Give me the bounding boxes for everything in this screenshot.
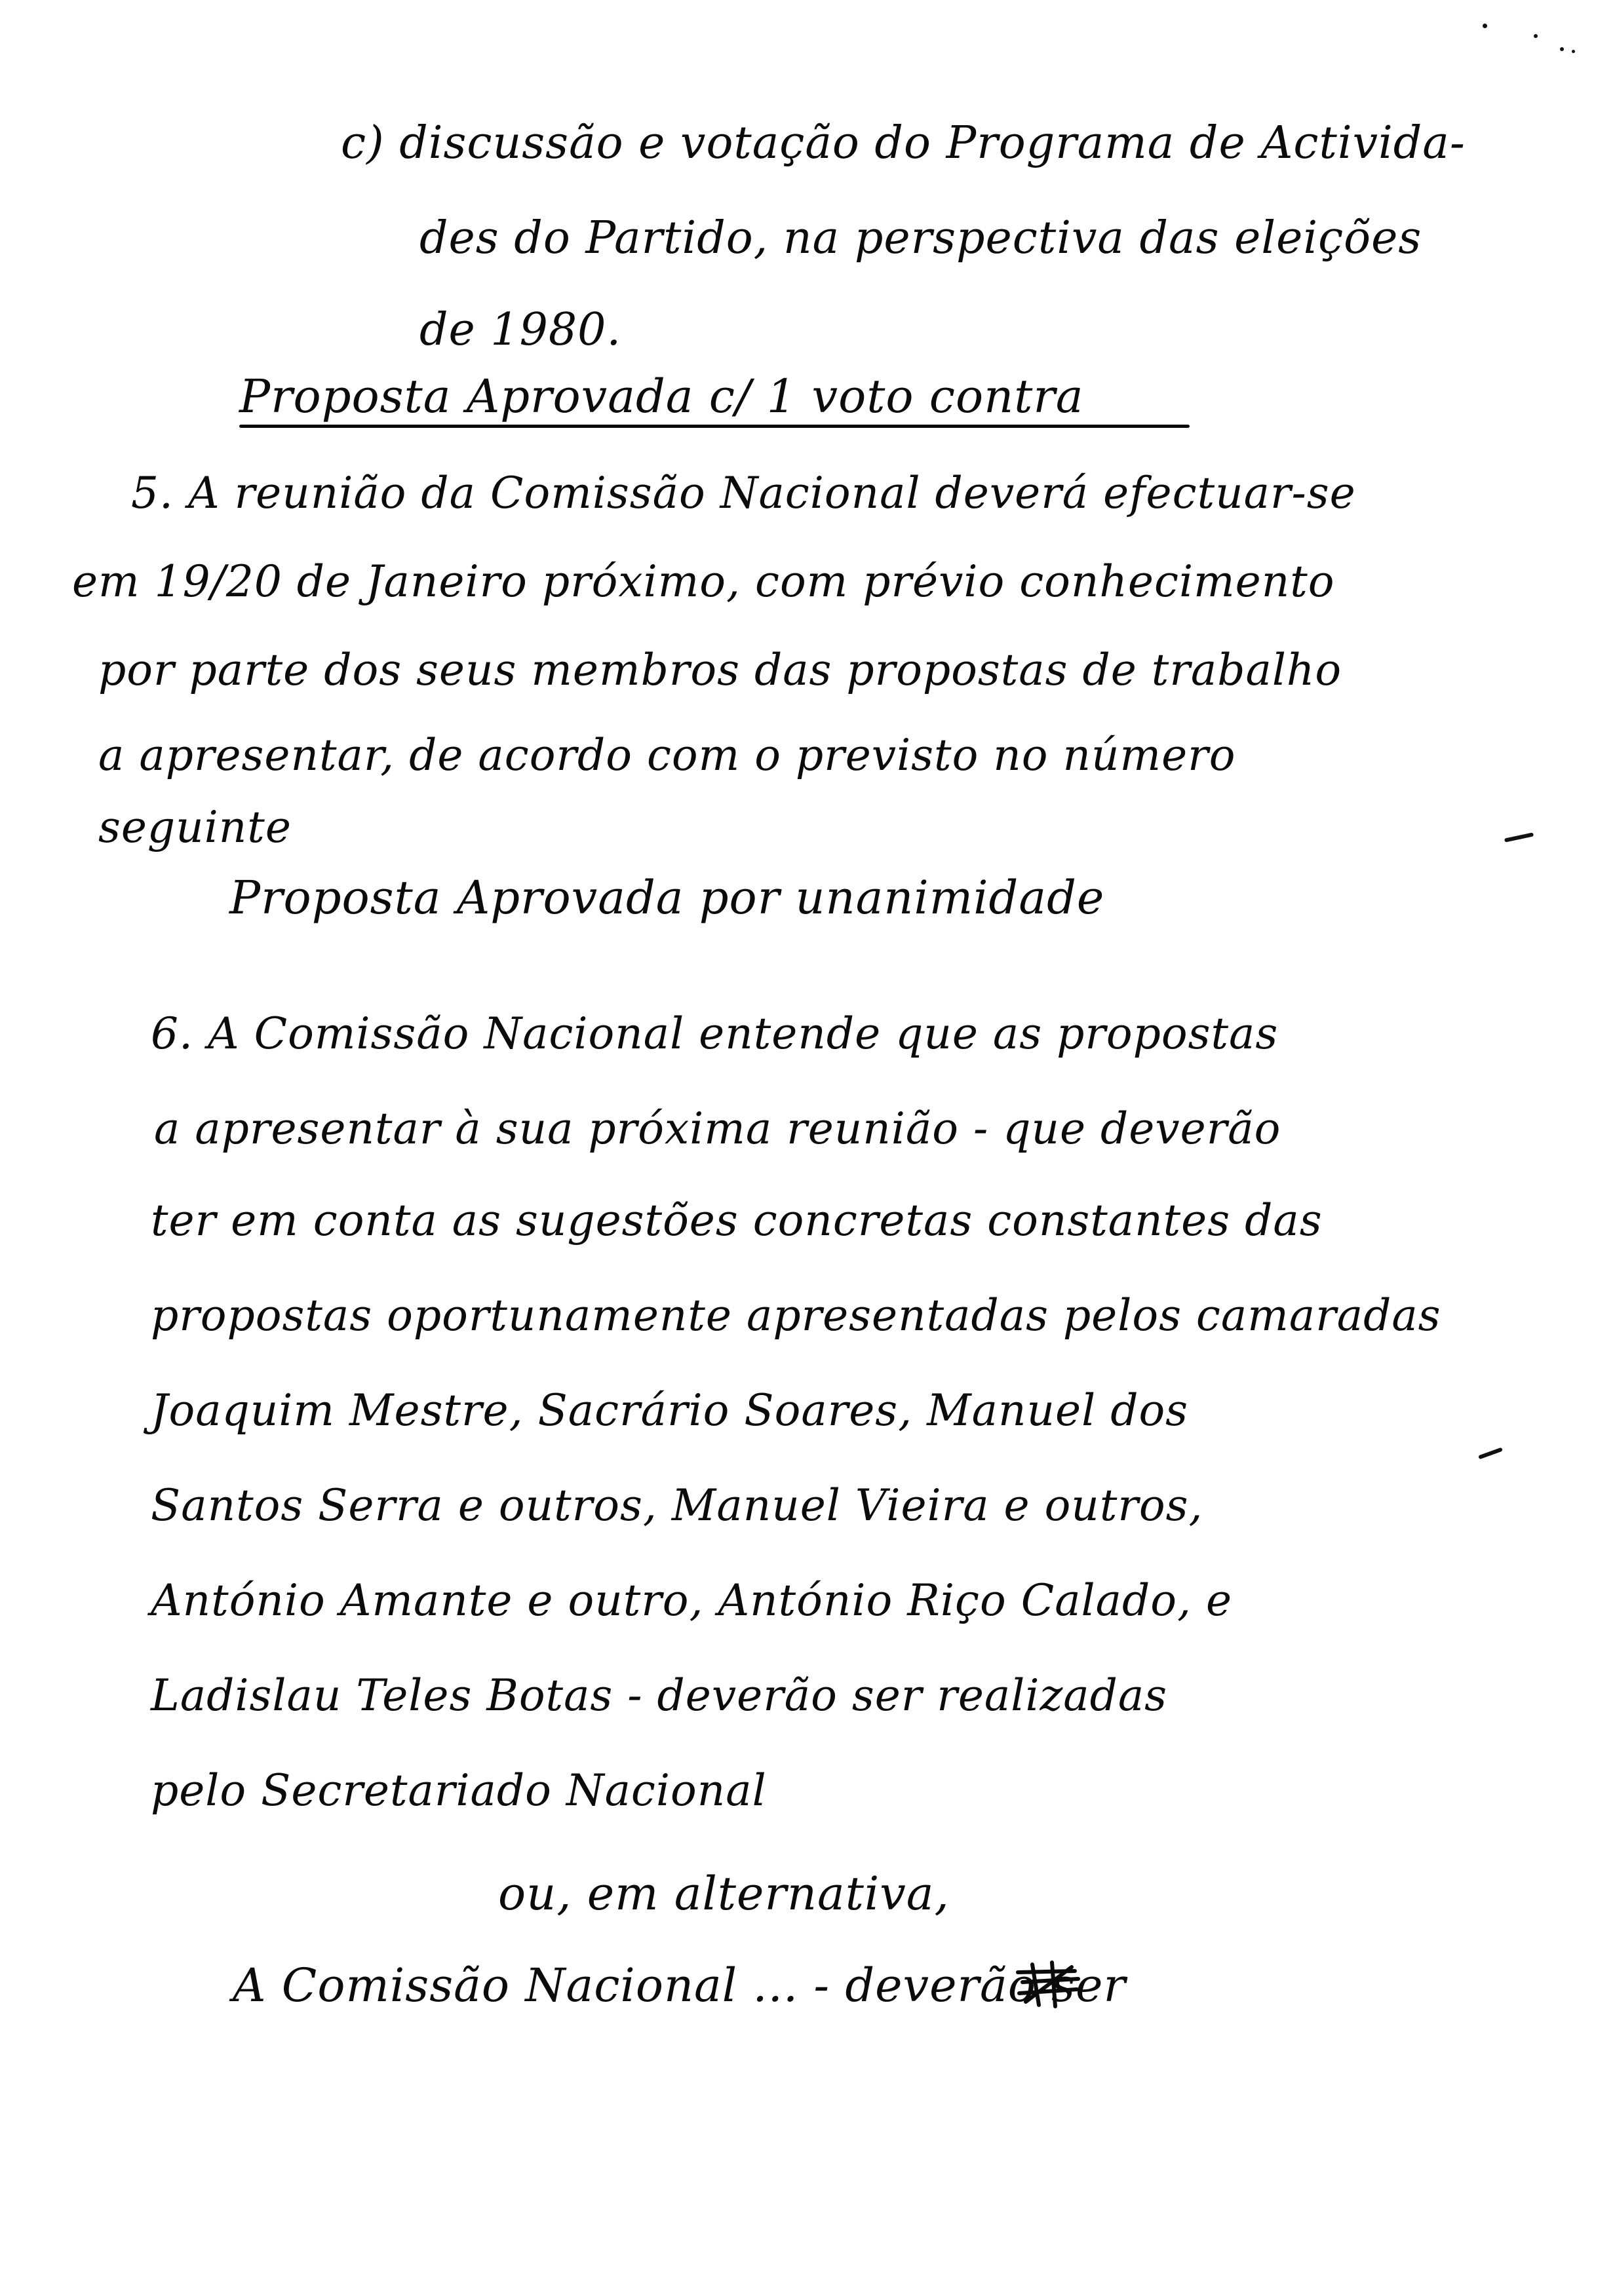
item-5-line-3: por parte dos seus membros das propostas de trabalho [98, 645, 1342, 695]
margin-dash [1504, 832, 1534, 842]
approval-c: Proposta Aprovada c/ 1 voto contra [239, 370, 1084, 423]
item-5-line-4: a apresentar, de acordo com o previsto no número [98, 730, 1236, 780]
item-c-line-2: des do Partido, na perspectiva das eleições [419, 212, 1422, 264]
ink-speck [1534, 34, 1538, 38]
item-6-line-2: a apresentar à sua próxima reunião - que deverão [154, 1103, 1281, 1154]
approval-5: Proposta Aprovada por unanimidade [229, 871, 1105, 925]
ink-speck [1572, 50, 1575, 53]
ink-speck [1483, 24, 1487, 28]
ink-speck [1560, 47, 1564, 51]
alternative-text: ou, em alternativa, [498, 1867, 950, 1921]
item-6-line-6: Santos Serra e outros, Manuel Vieira e outros, [151, 1480, 1203, 1531]
item-6-line-3: ter em conta as sugestões concretas constantes das [151, 1195, 1323, 1246]
approval-c-underline [239, 425, 1190, 428]
item-6-line-7: António Amante e outro, António Riço Calado, e [151, 1575, 1233, 1626]
item-6-line-4: propostas oportunamente apresentadas pelos camaradas [151, 1290, 1441, 1341]
item-6-line-9: pelo Secretariado Nacional [151, 1765, 767, 1816]
last-line: A Comissão Nacional ... - deverão ser [233, 1959, 1126, 2012]
item-5-line-1: 5. A reunião da Comissão Nacional deverá efectuar-se [131, 468, 1356, 518]
item-c-line-1: c) discussão e votação do Programa de Activida- [341, 117, 1466, 169]
item-c-line-3: de 1980. [419, 304, 622, 356]
item-5-line-2: em 19/20 de Janeiro próximo, com prévio conhecimento [72, 556, 1335, 607]
scribble-mark [1013, 1959, 1085, 2012]
margin-dash [1478, 1447, 1503, 1460]
item-6-line-5: Joaquim Mestre, Sacrário Soares, Manuel dos [151, 1385, 1189, 1436]
item-6-line-1: 6. A Comissão Nacional entende que as propostas [151, 1008, 1279, 1059]
item-6-line-8: Ladislau Teles Botas - deverão ser realizadas [151, 1670, 1168, 1721]
item-5-line-5: seguinte [98, 802, 292, 852]
